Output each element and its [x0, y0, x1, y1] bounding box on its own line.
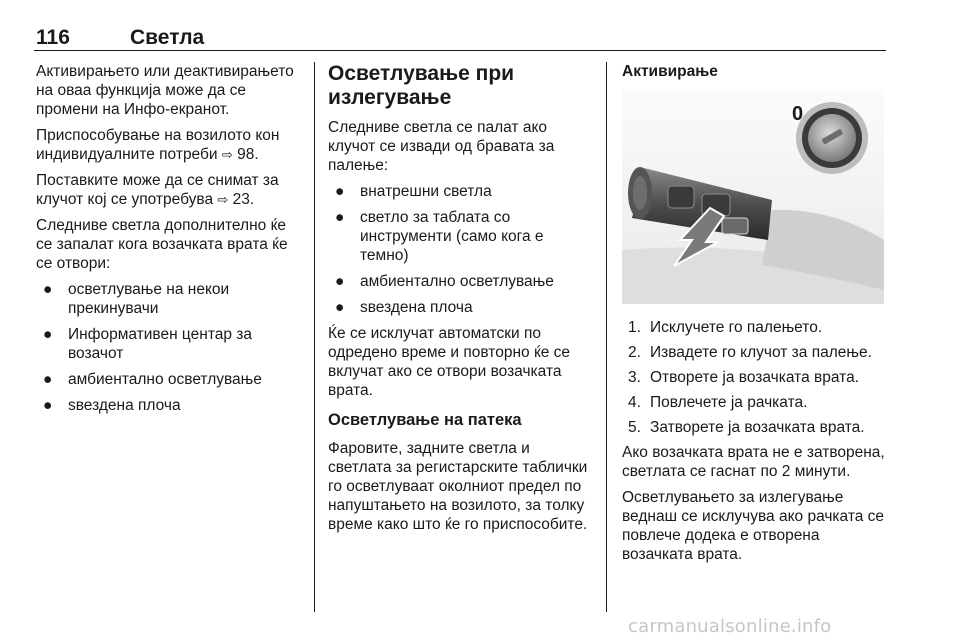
page-ref-arrow-icon: ⇨ [221, 147, 233, 162]
list-item: ● ѕвездена плоча [335, 299, 473, 316]
paragraph: Следниве светла дополнително ќе се запалат кога возачката врата ќе се отвори: [36, 217, 288, 272]
numbered-list [622, 318, 890, 437]
paragraph: Следниве светла се палат ако клучот се извади од бравата за палење: [328, 119, 555, 174]
list-item: ● ѕвездена плоча [43, 397, 181, 414]
subsection-title: Осветлување на патека [328, 411, 522, 429]
page-ref-arrow-icon: ⇨ [217, 192, 229, 207]
bullet-icon: ● [43, 397, 53, 414]
page-title: Светла [130, 26, 205, 49]
list-item: 1. Исклучете го палењето. [628, 319, 823, 336]
column-divider-1 [314, 62, 315, 612]
list-item: 3. Отворете ја возачката врата. [628, 369, 859, 386]
column-3 [622, 62, 890, 81]
list-item: ● внатрешни светла [335, 183, 492, 200]
list-item: 5. Затворете ја возачката врата. [628, 419, 865, 436]
column-2 [328, 62, 596, 541]
page-reference-link[interactable]: 98. [237, 146, 259, 163]
bullet-icon: ● [335, 299, 345, 316]
page-number: 116 [36, 26, 70, 49]
paragraph: Активирањето или деактивирањето на оваа функција може да се промени на Инфо-екранот. [36, 63, 294, 118]
dial-off-label: 0 [792, 103, 804, 125]
paragraph: Ако возачката врата не е затворена, светлата се гаснат по 2 минути. [622, 444, 885, 480]
paragraph-with-ref: Приспособување на возилото кон индивидуалните потреби ⇨ 98. [36, 127, 280, 163]
list-item: 4. Повлечете ја рачката. [628, 394, 808, 411]
list-item: ● светло за таблата со инструменти (само кога е темно) [335, 209, 544, 264]
section-title: Осветлување при излегување [328, 62, 515, 109]
header-divider [34, 50, 886, 51]
paragraph-with-ref: Поставките може да се снимат за клучот кој се употребува ⇨ 23. [36, 172, 279, 208]
bullet-icon: ● [335, 183, 345, 200]
list-item: ● амбиентално осветлување [335, 273, 554, 290]
list-item: ● Информативен центар за возачот [43, 326, 253, 362]
watermark: carmanualsonline.info [628, 616, 832, 637]
bullet-list [36, 280, 302, 415]
column-3-lower [622, 318, 890, 571]
lever-illustration [622, 90, 884, 304]
bullet-icon: ● [43, 281, 53, 298]
list-item: 2. Извадете го клучот за палење. [628, 344, 872, 361]
activation-title: Активирање [622, 63, 718, 80]
paragraph: Ќе се исклучат автоматски по одредено време и повторно ќе се вклучат ако се отвори возачката врата. [328, 325, 571, 399]
column-1 [36, 62, 302, 422]
bullet-icon: ● [43, 371, 53, 388]
list-item: ● осветлување на некои прекинувачи [43, 281, 230, 317]
page-header [36, 24, 886, 50]
column-divider-2 [606, 62, 607, 612]
list-item: ● амбиентално осветлување [43, 371, 262, 388]
page-reference-link[interactable]: 23. [232, 191, 255, 208]
bullet-icon: ● [335, 273, 345, 290]
turn-signal-lever-figure [622, 90, 884, 304]
bullet-icon: ● [335, 209, 345, 226]
bullet-icon: ● [43, 326, 53, 343]
bullet-list [328, 182, 596, 317]
paragraph: Фаровите, задните светла и светлата за регистарските таблички го осветлуваат околниот предел по напуштањето на возилото, за толку време како што ќе го приспособите. [328, 440, 588, 533]
paragraph: Осветлувањето за излегување веднаш се исклучува ако рачката се повлече додека е отворена возачката врата. [622, 489, 885, 563]
